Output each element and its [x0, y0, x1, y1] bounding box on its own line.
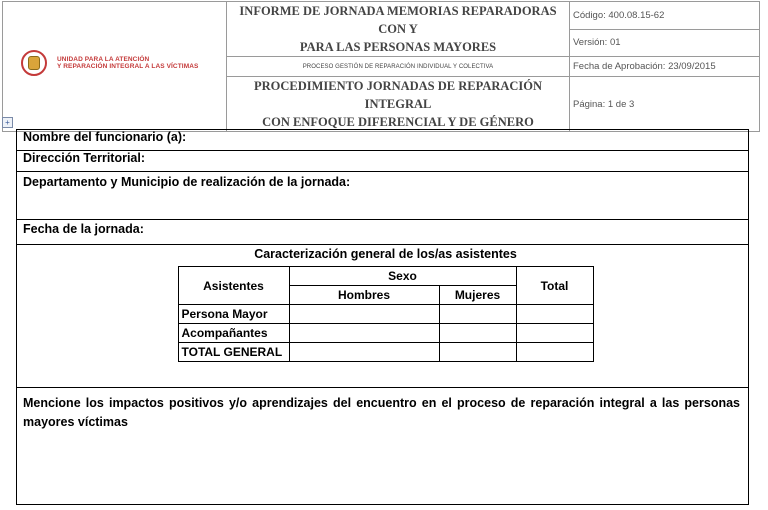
process-name: PROCESO GESTIÓN DE REPARACIÓN INDIVIDUAL Y COLECTIVA: [227, 57, 570, 77]
table-move-handle-icon[interactable]: +: [2, 117, 13, 128]
territorial-field[interactable]: Dirección Territorial:: [17, 151, 749, 172]
page-number: Página: 1 de 3: [570, 77, 760, 132]
characterization-section: [17, 245, 749, 388]
doc-code: Código: 400.08.15-62: [570, 2, 760, 30]
total-cell[interactable]: [516, 324, 593, 343]
total-cell[interactable]: [516, 305, 593, 324]
department-field[interactable]: Departamento y Municipio de realización de la jornada:: [17, 172, 749, 220]
date-field[interactable]: Fecha de la jornada:: [17, 220, 749, 245]
official-name-field[interactable]: Nombre del funcionario (a):: [17, 130, 749, 151]
org-name-line1: UNIDAD PARA LA ATENCIÓN: [57, 55, 150, 63]
impacts-field[interactable]: Mencione los impactos positivos y/o aprendizajes del encuentro en el proceso de reparación integral a las personas mayores víctimas: [17, 388, 749, 505]
procedure-title: PROCEDIMIENTO JORNADAS DE REPARACIÓN INTEGRAL CON ENFOQUE DIFERENCIAL Y DE GÉNERO: [227, 77, 570, 132]
logo-cell: [3, 2, 227, 132]
col-sexo: Sexo: [289, 267, 516, 286]
seal-icon: [21, 50, 47, 76]
mujeres-cell[interactable]: [439, 343, 516, 362]
col-hombres: Hombres: [289, 286, 439, 305]
document-header: [2, 1, 760, 132]
org-name-line2: Y REPARACIÓN INTEGRAL A LAS VÍCTIMAS: [57, 62, 199, 70]
doc-version: Versión: 01: [570, 29, 760, 57]
row-label: TOTAL GENERAL: [178, 343, 289, 362]
attendees-table: [178, 266, 594, 362]
approval-date: Fecha de Aprobación: 23/09/2015: [570, 57, 760, 77]
hombres-cell[interactable]: [289, 343, 439, 362]
hombres-cell[interactable]: [289, 324, 439, 343]
mujeres-cell[interactable]: [439, 324, 516, 343]
table-row: [178, 343, 593, 362]
table-row: [178, 324, 593, 343]
characterization-title: Caracterización general de los/as asistentes: [254, 247, 517, 261]
table-row: [178, 305, 593, 324]
row-label: Acompañantes: [178, 324, 289, 343]
col-mujeres: Mujeres: [439, 286, 516, 305]
col-total: Total: [516, 267, 593, 305]
mujeres-cell[interactable]: [439, 305, 516, 324]
report-title: INFORME DE JORNADA MEMORIAS REPARADORAS CON Y PARA LAS PERSONAS MAYORES: [227, 2, 570, 57]
form-table: [16, 129, 749, 505]
logo: [3, 50, 226, 76]
row-label: Persona Mayor: [178, 305, 289, 324]
hombres-cell[interactable]: [289, 305, 439, 324]
col-asistentes: Asistentes: [178, 267, 289, 305]
total-cell[interactable]: [516, 343, 593, 362]
